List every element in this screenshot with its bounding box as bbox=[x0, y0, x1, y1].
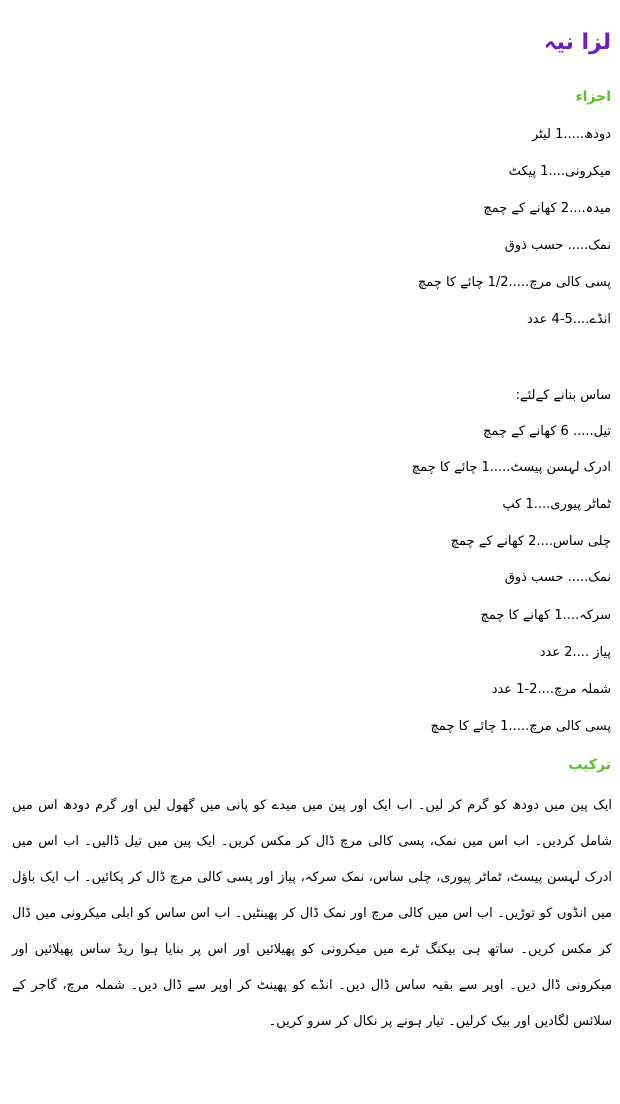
sauce-ingredient-line: نمک..... حسب ذوق bbox=[504, 570, 611, 585]
sauce-ingredient-line: ادرک لہسن پیسٹ.....1 چائے کا چمچ bbox=[411, 460, 611, 475]
method-heading: ترکیب bbox=[568, 757, 611, 773]
recipe-title: لزا نیہ bbox=[543, 30, 611, 55]
sauce-ingredient-line: پیاز ....2 عدد bbox=[539, 645, 611, 660]
ingredient-line: نمک..... حسب ذوق bbox=[504, 238, 611, 253]
sauce-ingredient-line: سرکہ....1 کھانے کا چمچ bbox=[480, 608, 611, 623]
ingredient-line: میدہ....2 کھانے کے چمچ bbox=[483, 201, 611, 216]
ingredient-line: دودھ.....1 لیٹر bbox=[531, 127, 611, 142]
method-paragraph: ایک پین میں دودھ کو گرم کر لیں۔ اب ایک اور پین میں میدے کو پانی میں گھول لیں اور گرم دودھ اس میں شامل کردیں۔ اب اس میں نمک، پسی کالی مرچ ڈال کر مکس کریں۔ ایک پین میں تیل ڈالیں۔ اب اس میں ادرک لہسن پیسٹ، ٹماٹر پیوری، چلی ساس، نمک سرکہ، پیاز اور پسی کالی مرچ ڈال کر پکائیں۔ اب ایک باؤل میں انڈوں کو توڑیں۔ اب اس میں کالی مرچ اور نمک ڈال کر پھینٹیں۔ اب اس ساس کو ابلی میکرونی میں ڈال کر مکس کریں۔ ساتھ ہی بیکنگ ٹرے میں میکرونی کو پھیلائیں اور اس پر بنایا ہوا ریڈ ساس پھیلائیں اور میکرونی ڈال دیں۔ اوپر سے بقیہ ساس ڈال دیں۔ انڈے کو پھینٹ کر اوپر سے ڈال دیں۔ شملہ مرچ، گاجر کے سلائس لگادیں اور بیک کرلیں۔ تیار ہونے پر نکال کر سرو کریں۔ bbox=[12, 798, 612, 1029]
sauce-ingredient-line: ٹماٹر پیوری....1 کپ bbox=[502, 497, 611, 512]
ingredients-heading: اجزاء bbox=[575, 89, 611, 105]
sauce-ingredient-line: تیل..... 6 کھانے کے چمچ bbox=[483, 424, 611, 439]
ingredient-line: انڈے....5-4 عدد bbox=[527, 312, 611, 327]
sauce-heading: ساس بنانے کےلئے: bbox=[515, 388, 611, 403]
sauce-ingredient-line: پسی کالی مرچ.....1 چائے کا چمچ bbox=[430, 719, 611, 734]
ingredient-line: پسی کالی مرچ.....1/2 چائے کا چمچ bbox=[417, 275, 611, 290]
sauce-ingredient-line: چلی ساس....2 کھانے کے چمچ bbox=[450, 534, 611, 549]
ingredient-line: میکرونی....1 پیکٹ bbox=[508, 164, 611, 179]
sauce-ingredient-line: شملہ مرچ....2-1 عدد bbox=[491, 682, 611, 697]
